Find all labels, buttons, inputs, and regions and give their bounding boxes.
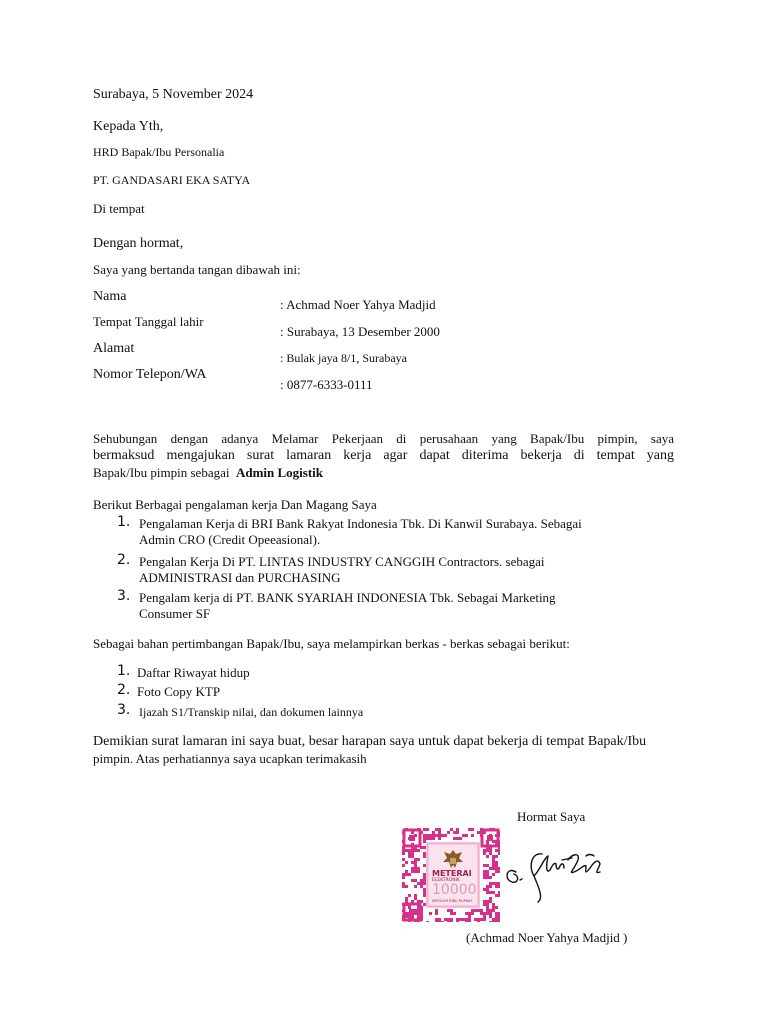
position-applied: Admin Logistik xyxy=(235,465,324,480)
experience-3-line2: Consumer SF xyxy=(139,606,211,621)
intro-text: Saya yang bertanda tangan dibawah ini: xyxy=(93,262,301,277)
experience-1-line2: Admin CRO (Credit Opeeasional). xyxy=(139,532,321,547)
meterai-value: 10000 xyxy=(432,882,477,898)
attachment-num-3: 3. xyxy=(117,702,131,718)
attachment-num-1: 1. xyxy=(117,663,131,679)
identity-value-address: : Bulak jaya 8/1, Surabaya xyxy=(280,351,407,365)
attachment-num-2: 2. xyxy=(117,682,131,698)
experience-1-line1: Pengalaman Kerja di BRI Bank Rakyat Indonesia Tbk. Di Kanwil Surabaya. Sebagai xyxy=(139,516,582,531)
signature-image xyxy=(502,836,606,906)
experience-2-line2: ADMINISTRASI dan PURCHASING xyxy=(139,570,341,585)
experience-num-2: 2. xyxy=(117,552,131,568)
closing-line1: Demikian surat lamaran ini saya buat, besar harapan saya untuk dapat bekerja di tempat Bapak/Ibu xyxy=(93,734,647,749)
identity-value-phone: : 0877-6333-0111 xyxy=(280,377,373,392)
closing-line2: pimpin. Atas perhatiannya saya ucapkan terimakasih xyxy=(93,751,367,766)
meterai-stamp xyxy=(402,828,500,922)
recipient-line-2: PT. GANDASARI EKA SATYA xyxy=(93,173,251,187)
attachment-3: Ijazah S1/Transkip nilai, dan dokumen lainnya xyxy=(139,705,364,719)
paragraph1-line1: Sehubungan dengan adanya Melamar Pekerjaan di perusahaan yang Bapak/Ibu pimpin, saya xyxy=(93,431,674,446)
signer-name: (Achmad Noer Yahya Madjid ) xyxy=(466,930,628,945)
identity-label-address: Alamat xyxy=(93,341,135,356)
greeting-to: Kepada Yth, xyxy=(93,119,164,134)
attachment-2: Foto Copy KTP xyxy=(137,684,221,699)
experience-3-line1: Pengalam kerja di PT. BANK SYARIAH INDONESIA Tbk. Sebagai Marketing xyxy=(139,590,556,605)
identity-value-birth: : Surabaya, 13 Desember 2000 xyxy=(280,324,440,339)
experience-2-line1: Pengalan Kerja Di PT. LINTAS INDUSTRY CANGGIH Contractors. sebagai xyxy=(139,554,545,569)
recipient-line-1: HRD Bapak/Ibu Personalia xyxy=(93,145,225,159)
regards: Hormat Saya xyxy=(517,809,586,824)
meterai-subtitle: ELEKTRONIK xyxy=(432,878,460,883)
salutation: Dengan hormat, xyxy=(93,236,184,251)
meterai-caption: SEPULUH RIBU RUPIAH xyxy=(432,899,472,903)
identity-label-phone: Nomor Telepon/WA xyxy=(93,367,207,382)
experience-num-1: 1. xyxy=(117,514,131,530)
identity-label-name: Nama xyxy=(93,289,127,304)
paragraph1-line3-prefix: Bapak/Ibu pimpin sebagai xyxy=(93,465,230,480)
identity-label-birth: Tempat Tanggal lahir xyxy=(93,314,204,329)
experience-num-3: 3. xyxy=(117,588,131,604)
paragraph1-line2: bermaksud mengajukan surat lamaran kerja agar dapat diterima bekerja di tempat yang xyxy=(93,448,674,463)
place-date: Surabaya, 5 November 2024 xyxy=(93,87,254,102)
identity-value-name: : Achmad Noer Yahya Madjid xyxy=(280,297,436,312)
experience-intro: Berikut Berbagai pengalaman kerja Dan Magang Saya xyxy=(93,497,377,512)
attachments-intro: Sebagai bahan pertimbangan Bapak/Ibu, saya melampirkan berkas - berkas sebagai berikut: xyxy=(93,636,570,651)
paragraph1-line3 xyxy=(93,465,323,481)
recipient-line-3: Di tempat xyxy=(93,201,145,216)
meterai-title: METERAI xyxy=(432,869,472,878)
attachment-1: Daftar Riwayat hidup xyxy=(137,665,250,680)
